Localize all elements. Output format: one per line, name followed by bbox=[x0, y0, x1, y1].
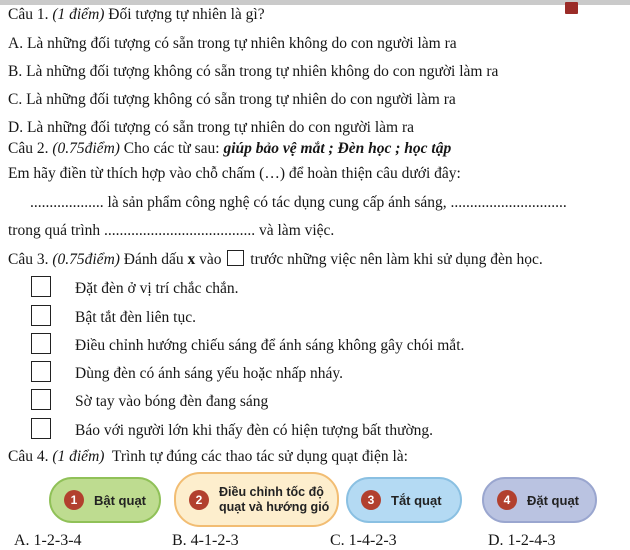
step-pill-4 bbox=[482, 477, 597, 523]
checkbox-4[interactable] bbox=[31, 361, 51, 382]
step-4-number-badge: 4 bbox=[497, 490, 517, 510]
checkbox-6-label: Báo với người lớn khi thấy đèn có hiện tượng bất thường. bbox=[75, 422, 434, 439]
q4-answer-d: D. 1-2-4-3 bbox=[488, 532, 556, 549]
q1-points: (1 điểm) bbox=[52, 6, 105, 23]
step-pill-3 bbox=[346, 477, 462, 523]
step-1-label: Bật quạt bbox=[94, 492, 146, 508]
step-2-label: Điều chỉnh tốc độ quạt và hướng gió bbox=[219, 484, 330, 514]
q1-label: Câu 1. bbox=[8, 6, 49, 23]
q4-label: Câu 4. bbox=[8, 448, 49, 465]
q4-points: (1 điểm) bbox=[52, 448, 105, 465]
corner-red-square bbox=[565, 2, 578, 14]
checkbox-item-4 bbox=[0, 363, 630, 387]
checkbox-5-label: Sờ tay vào bóng đèn đang sáng bbox=[75, 393, 269, 410]
checkbox-3[interactable] bbox=[31, 333, 51, 354]
q2-instruction: Em hãy điền từ thích hợp vào chỗ chấm (…) để hoàn thiện câu dưới đây: bbox=[8, 165, 461, 182]
question-4-title bbox=[8, 446, 408, 468]
step-1-number-badge: 1 bbox=[64, 490, 84, 510]
q3-points: (0.75điểm) bbox=[52, 251, 120, 268]
step-pill-2 bbox=[174, 472, 339, 527]
checkbox-item-6 bbox=[0, 420, 630, 444]
q3-mid: vào bbox=[199, 251, 222, 268]
checkbox-1[interactable] bbox=[31, 276, 51, 297]
checkbox-item-5 bbox=[0, 391, 630, 415]
q2-word-list: giúp bảo vệ mắt ; Đèn học ; học tập bbox=[223, 140, 452, 157]
q4-answer-b: B. 4-1-2-3 bbox=[172, 532, 239, 549]
q4-answer-a: A. 1-2-3-4 bbox=[14, 532, 82, 549]
q3-x-mark: x bbox=[187, 251, 196, 268]
step-3-number-badge: 3 bbox=[361, 490, 381, 510]
checkbox-3-label: Điều chỉnh hướng chiếu sáng để ánh sáng không gây chói mắt. bbox=[75, 337, 465, 354]
q1-option-d: D. Là những đối tượng có sẵn trong tự nhiên do con người làm ra bbox=[8, 119, 414, 136]
question-3-title bbox=[8, 249, 543, 271]
checkbox-6[interactable] bbox=[31, 418, 51, 439]
question-2-title bbox=[8, 138, 451, 160]
q4-answer-c: C. 1-4-2-3 bbox=[330, 532, 397, 549]
step-3-label: Tắt quạt bbox=[391, 492, 442, 508]
step-pill-1 bbox=[49, 477, 161, 523]
checkbox-4-label: Dùng đèn có ánh sáng yếu hoặc nhấp nháy. bbox=[75, 365, 344, 382]
checkbox-item-2 bbox=[0, 307, 630, 331]
checkbox-item-3 bbox=[0, 335, 630, 359]
q2-label: Câu 2. bbox=[8, 140, 49, 157]
checkbox-2[interactable] bbox=[31, 305, 51, 326]
inline-checkbox-glyph bbox=[227, 250, 244, 266]
q1-option-b: B. Là những đối tượng không có sẵn trong tự nhiên không do con người làm ra bbox=[8, 63, 499, 80]
q3-post: trước những việc nên làm khi sử dụng đèn học. bbox=[250, 251, 543, 268]
step-4-label: Đặt quạt bbox=[527, 492, 579, 508]
step-2-number-badge: 2 bbox=[189, 490, 209, 510]
q2-intro: Cho các từ sau: bbox=[123, 140, 220, 157]
checkbox-2-label: Bật tắt đèn liên tục. bbox=[75, 309, 196, 326]
q3-pre: Đánh dấu bbox=[123, 251, 184, 268]
checkbox-5[interactable] bbox=[31, 389, 51, 410]
q2-blank-line-1: ................... là sản phẩm công nghệ có tác dụng cung cấp ánh sáng, .............................. bbox=[30, 194, 567, 211]
q1-option-c: C. Là những đối tượng không có sẵn trong tự nhiên do con người làm ra bbox=[8, 91, 456, 108]
q1-text: Đối tượng tự nhiên là gì? bbox=[108, 6, 265, 23]
q2-points: (0.75điểm) bbox=[52, 140, 120, 157]
checkbox-1-label: Đặt đèn ở vị trí chắc chắn. bbox=[75, 280, 239, 297]
question-1-title bbox=[8, 4, 265, 26]
q3-label: Câu 3. bbox=[8, 251, 49, 268]
q1-option-a: A. Là những đối tượng có sẵn trong tự nhiên không do con người làm ra bbox=[8, 35, 457, 52]
q4-text: Trình tự đúng các thao tác sử dụng quạt điện là: bbox=[111, 448, 408, 465]
checkbox-item-1 bbox=[0, 278, 630, 302]
q2-blank-line-2: trong quá trình ....................................... và làm việc. bbox=[8, 222, 335, 239]
